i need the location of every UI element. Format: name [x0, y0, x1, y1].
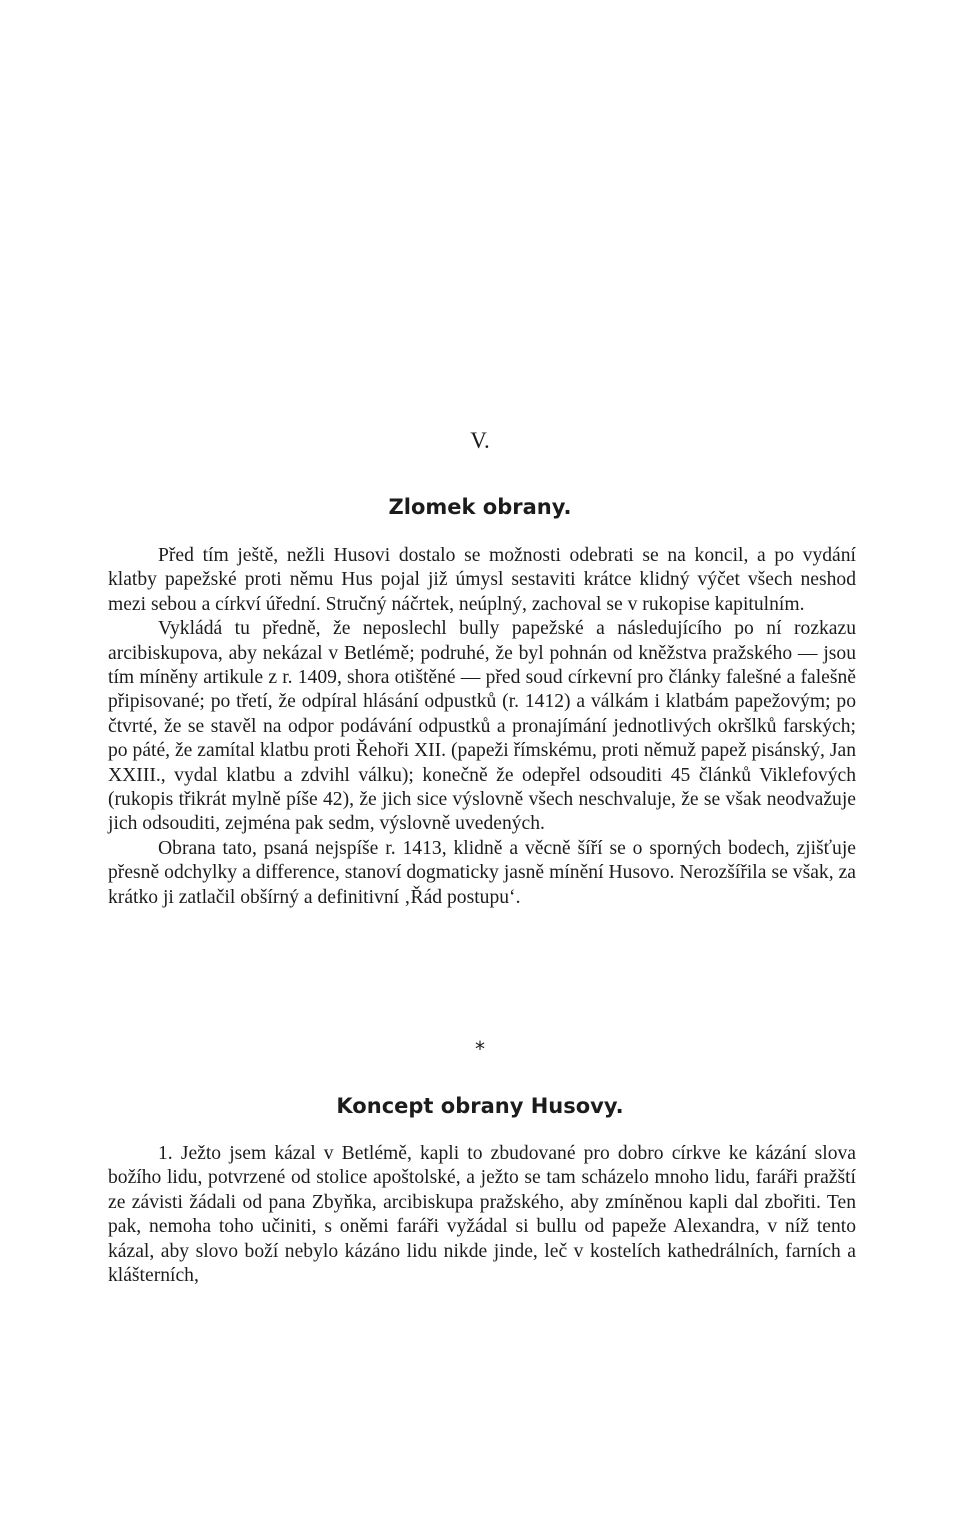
section-title-fragment-of-defense: Zlomek obrany. — [388, 495, 572, 519]
section-title-concept-of-defense: Koncept obrany Husovy. — [336, 1094, 624, 1118]
paragraph: Vykládá tu předně, že neposlechl bully papežské a následujícího po ní rozkazu arcibiskupova, aby nekázal v Betlémě; podruhé, že byl pohnán od kněžstva pražského — jsou tím míněny artikule z r. 1409, shora otištěné — před soud církevní pro články falešné a falešně připisované; po třetí, že odpíral hlásání odpustků (r. 1412) a válkám i klatbám papežovým; po čtvrté, že se stavěl na odpor podávání odpustků a pronajímání jednotlivých okršlků farských; po páté, že zamítal klatbu proti Řehoři XII. (papeži římskému, proti němuž papež pisánský, Jan XXIII., vydal klatbu a zdvihl válku); konečně že odepřel odsouditi 45 článků Viklefových (rukopis třikrát mylně píše 42), že jich sice výslovně všech neschvaluje, že se však neodvažuje jich odsouditi, zejména pak sedm, výslovně uvedených. — [108, 618, 856, 835]
chapter-numeral: V. — [470, 428, 490, 453]
section-1-body — [108, 544, 856, 910]
section-2-body — [108, 1142, 856, 1288]
paragraph: Obrana tato, psaná nejspíše r. 1413, klidně a věcně šíří se o sporných bodech, zjišťuje přesně odchylky a difference, stanoví dogmaticky jasně mínění Husovo. Nerozšířila se však, za krátko ji zatlačil obšírný a definitivní ‚Řád postupu‘. — [108, 837, 856, 908]
asterisk-separator: * — [475, 1037, 485, 1061]
paragraph: Před tím ještě, nežli Husovi dostalo se možnosti odebrati se na koncil, a po vydání klatby papežské proti němu Hus pojal již úmysl sestaviti krátce klidný výčet všech neshod mezi sebou a církví úřední. Stručný náčrtek, neúplný, zachoval se v rukopise kapitulním. — [108, 545, 856, 615]
paragraph: 1. Ježto jsem kázal v Betlémě, kapli to zbudované pro dobro církve ke kázání slova božího lidu, potvrzené od stolice apoštolské, a ježto se tam scházelo mnoho lidu, faráři pražští ze závisti žádali od pana Zbyňka, arcibiskupa pražského, aby zmíněnou kapli dal zbořiti. Ten pak, nemoha toho učiniti, s oněmi faráři vyžádal si bullu od papeže Alexandra, v níž tento kázal, aby slovo boží nebylo kázáno lidu nikde jinde, leč v kostelích kathedrálních, farních a klášterních, — [108, 1143, 856, 1287]
